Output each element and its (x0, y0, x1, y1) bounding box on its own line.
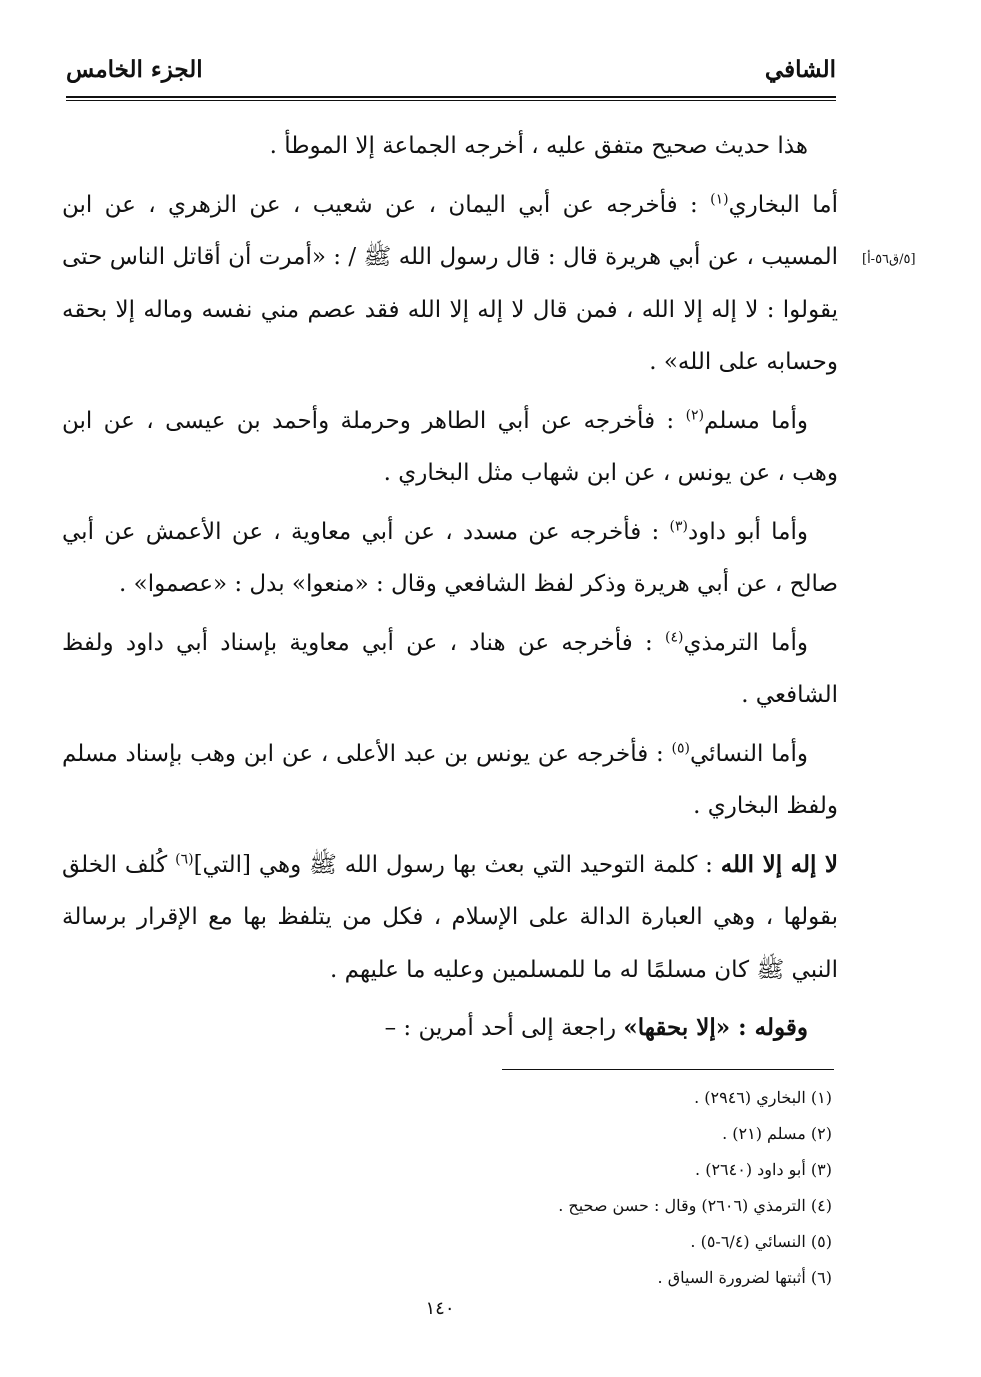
footnote-marker: (٤) (665, 628, 684, 645)
footnote-separator (502, 1069, 834, 1070)
margin-note: [٥/ق٥٦-أ] (862, 252, 916, 267)
paragraph-text: : كلمة التوحيد التي بعث بها رسول الله ﷺ وهي [التي] (193, 851, 721, 878)
paragraph-text: وأما الترمذي (683, 629, 808, 656)
main-text (62, 120, 838, 1055)
bold-term: وقوله : «إلا بحقها» (623, 1014, 808, 1041)
running-header (66, 50, 836, 98)
header-rule (66, 96, 836, 98)
footnote-4: (٤) الترمذي (٢٦٠٦) وقال : حسن صحيح . (558, 1196, 832, 1215)
paragraph-text: وأما مسلم (704, 407, 808, 434)
footnote-5: (٥) النسائي (٦/٤-٥) . (690, 1232, 832, 1251)
footnote-1: (١) البخاري (٢٩٤٦) . (694, 1088, 832, 1107)
footnote-marker: (٢) (685, 406, 705, 423)
footnote-marker: (١) (710, 190, 729, 207)
header-rule-thin (66, 100, 836, 101)
footnote-marker: (٣) (669, 517, 688, 534)
paragraph-text: وأما أبو داود (688, 518, 808, 545)
paragraph-text: : فأخرجه عن مسدد ، عن أبي معاوية ، عن الأعمش عن أبي صالح ، عن أبي هريرة وذكر لفظ الشافعي وقال : «منعوا» بدل : «عصموا» . (62, 518, 838, 597)
book-title: الشافي (764, 56, 836, 83)
paragraph-text: هذا حديث صحيح متفق عليه ، أخرجه الجماعة إلا الموطأ . (269, 133, 808, 159)
paragraph-text: كُلف الخلق بقولها ، وهي العبارة الدالة على الإسلام ، فكل من يتلفظ بها مع الإقرار برسالة النبي ﷺ كان مسلمًا له ما للمسلمين وعليه ما عليهم . (62, 851, 838, 983)
bold-term: لا إله إلا الله (720, 850, 839, 878)
paragraph-text: أما البخاري (728, 191, 838, 218)
paragraph-6 (62, 728, 838, 833)
footnote-3: (٣) أبو داود (٢٦٤٠) . (695, 1160, 832, 1179)
page-number: ١٤٠ (425, 1298, 455, 1319)
paragraph-2 (62, 179, 838, 389)
paragraph-8 (62, 1002, 838, 1055)
paragraph-text: : فأخرجه عن يونس بن عبد الأعلى ، عن ابن وهب بإسناد مسلم ولفظ البخاري . (62, 740, 838, 819)
paragraph-text: راجعة إلى أحد أمرين : – (384, 1015, 624, 1041)
paragraph-text: وأما النسائي (689, 740, 808, 767)
footnotes (300, 1080, 832, 1296)
paragraph-text: : فأخرجه عن أبي الطاهر وحرملة وأحمد بن عيسى ، عن ابن وهب ، عن يونس ، عن ابن شهاب مثل البخاري . (62, 407, 838, 486)
footnote-marker: (٦) (175, 850, 194, 867)
footnote-6: (٦) أثبتها لضرورة السياق . (657, 1268, 832, 1287)
paragraph-1 (62, 120, 838, 173)
paragraph-5 (62, 617, 838, 722)
paragraph-text: : فأخرجه عن أبي اليمان ، عن شعيب ، عن الزهري ، عن ابن المسيب ، عن أبي هريرة قال : قال رسول الله ﷺ / : «أمرت أن أقاتل الناس حتى يقولوا : لا إله إلا الله ، فمن قال لا إله إلا الله فقد عصم مني نفسه وماله إلا بحقه وحسابه على الله» . (62, 191, 838, 375)
paragraph-4 (62, 506, 838, 611)
volume-title: الجزء الخامس (66, 56, 203, 83)
paragraph-3 (62, 395, 838, 500)
paragraph-text: : فأخرجه عن هناد ، عن أبي معاوية بإسناد أبي داود ولفظ الشافعي . (62, 629, 838, 708)
paragraph-7 (62, 839, 838, 997)
footnote-2: (٢) مسلم (٢١) . (722, 1124, 832, 1143)
footnote-marker: (٥) (671, 739, 690, 756)
